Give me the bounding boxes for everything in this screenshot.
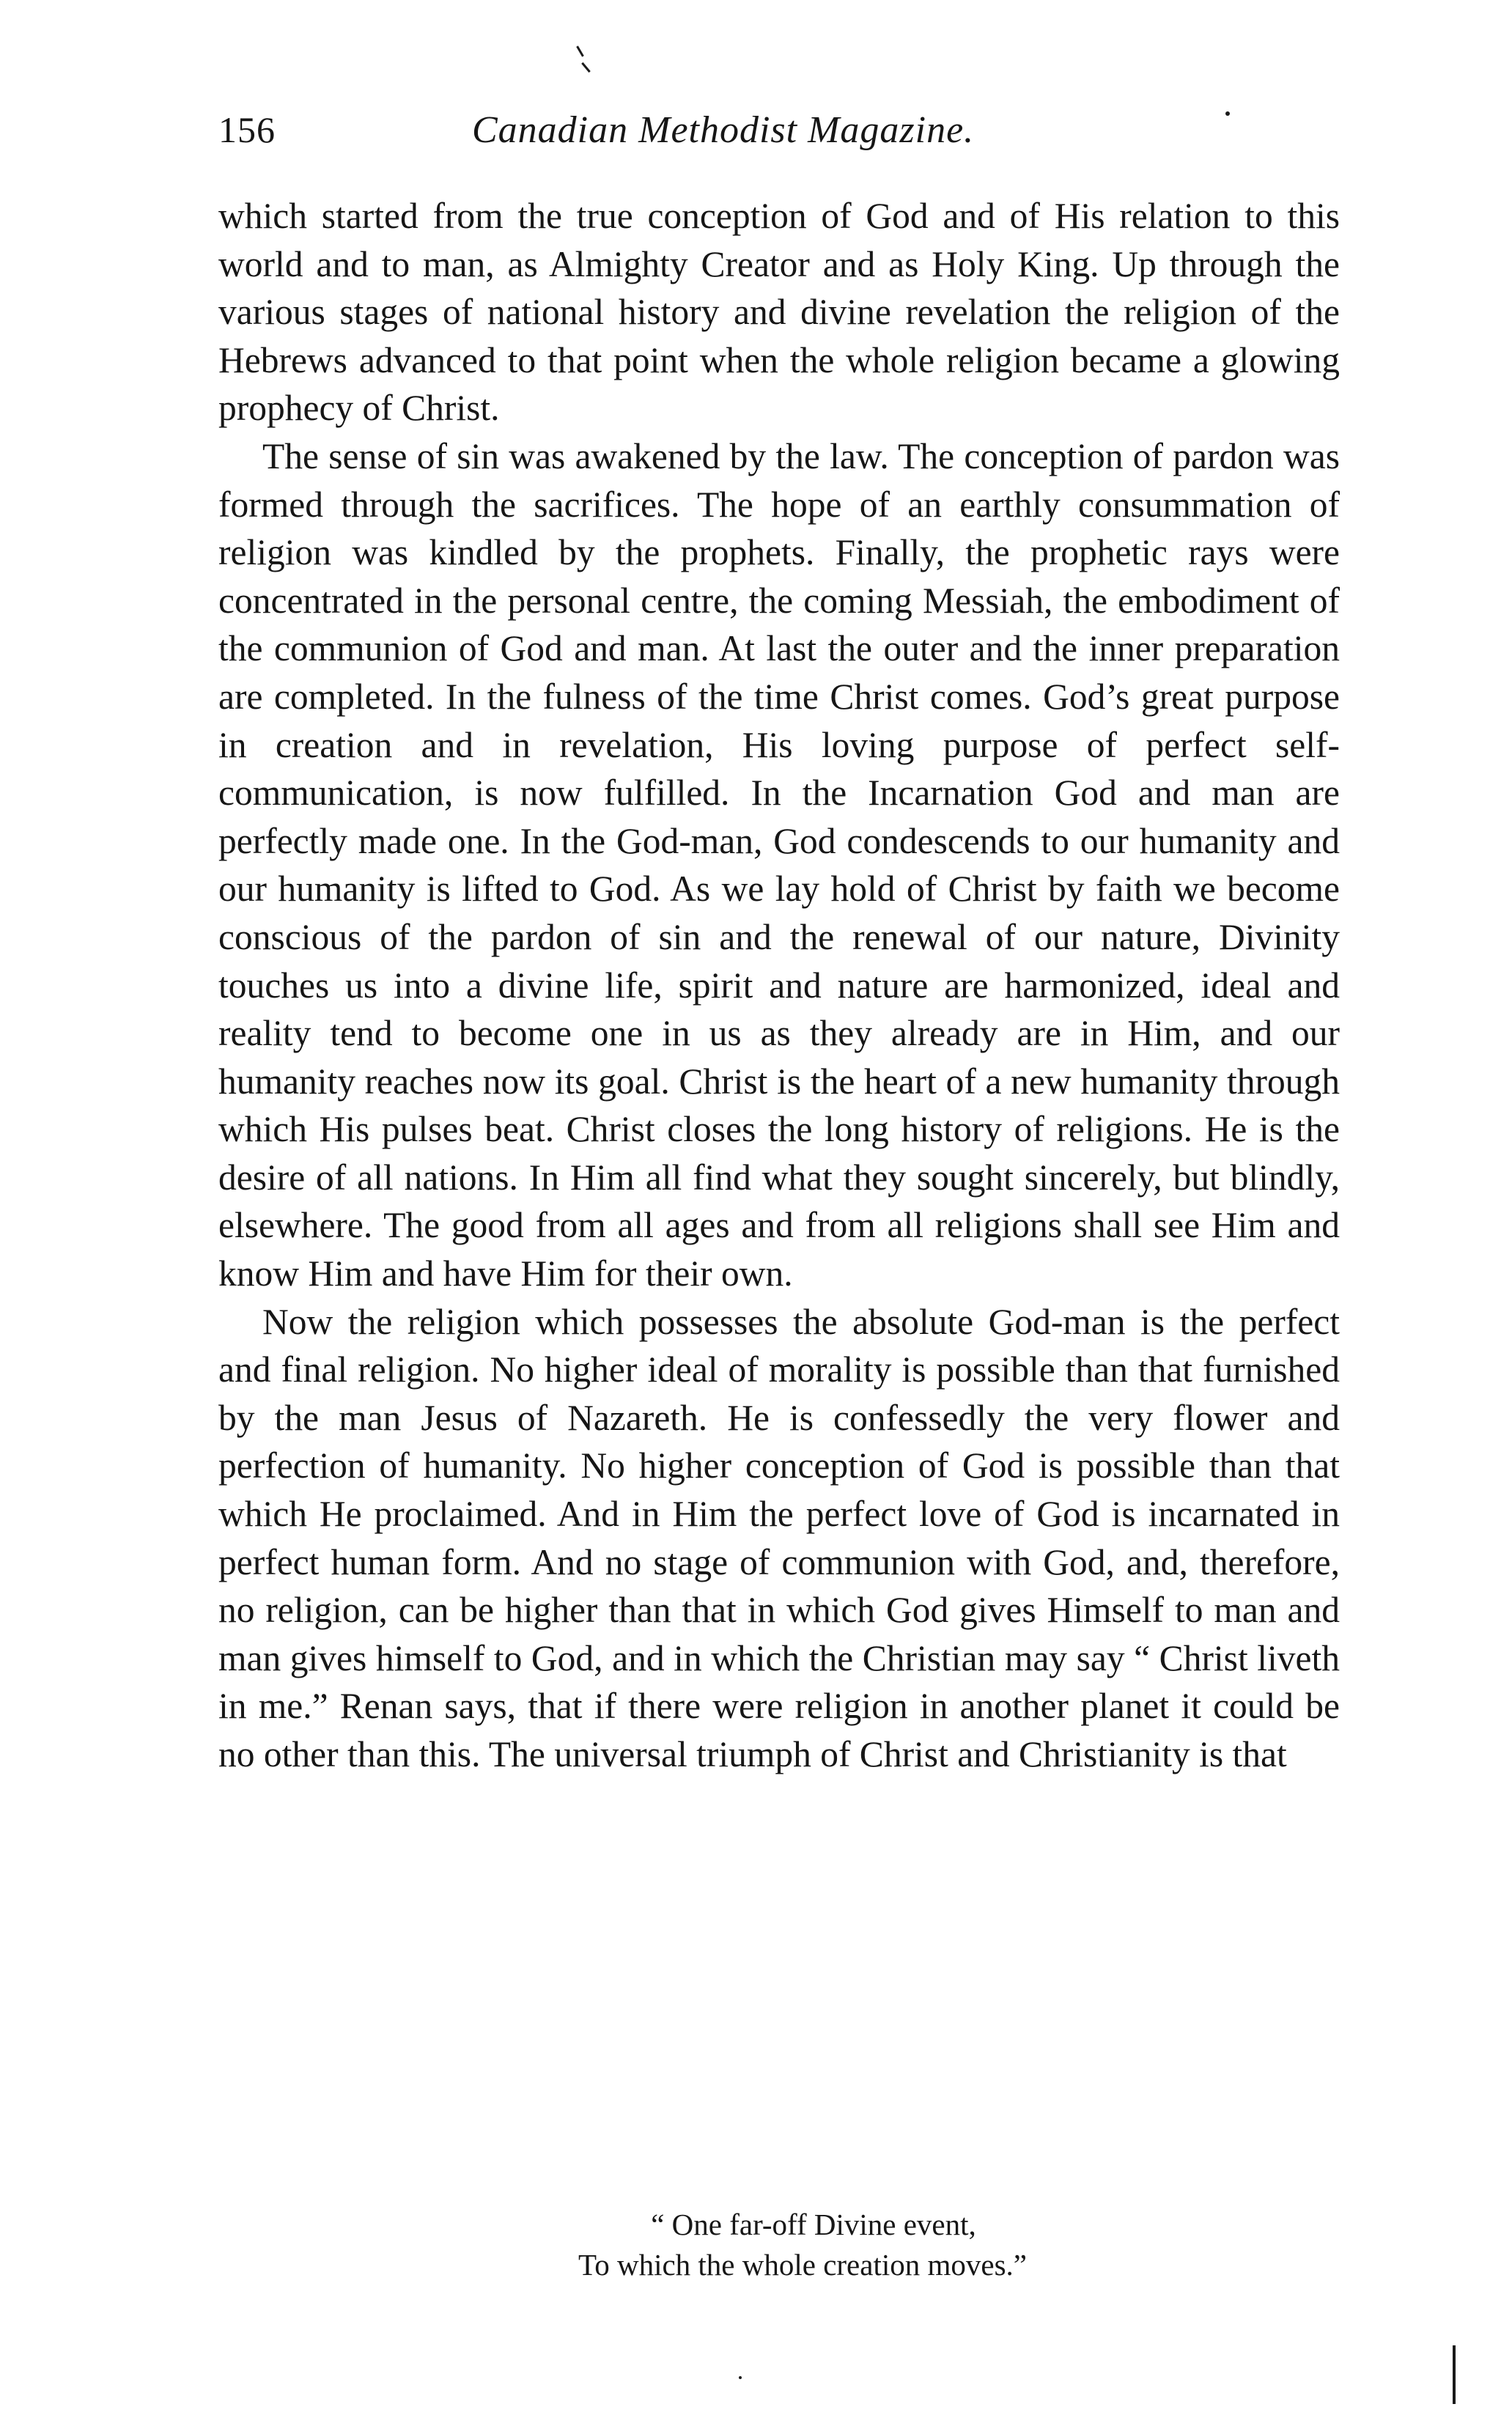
- running-title: Canadian Methodist Magazine.: [472, 109, 975, 151]
- page-header: [218, 108, 1318, 167]
- paragraph: Now the religion which possesses the absolute God-man is the perfect and final religion. No higher ideal of morality is possible than that furnished by the man Jesus of Nazareth. He is confessedly the very flower and perfection of humanity. No higher conception of God is possible than that which He proclaimed. And in Him the perfect love of God is incarnated in perfect human form. And no stage of communion with God, and, therefore, no religion, can be higher than that in which God gives Himself to man and man gives himself to God, and in which the Christian may say “ Christ liveth in me.” Renan says, that if there were religion in another planet it could be no other than this. The universal triumph of Christ and Christianity is that: [218, 1301, 1340, 1774]
- paragraph: which started from the true conception of God and of His relation to this world and to man, as Almighty Creator and as Holy King. Up through the various stages of national history and divine revelation the religion of the Hebrews advanced to that point when the whole religion became a glowing prophecy of Christ.: [218, 196, 1340, 429]
- body-text: [218, 192, 1340, 1779]
- print-speck: [581, 62, 591, 73]
- paragraph: The sense of sin was awakened by the law. The conception of pardon was formed through the sacrifices. The hope of an earthly consummation of religion was kindled by the prophets. Finally, the prophetic rays were concentrated in the personal centre, the coming Messiah, the embodiment of the communion of God and man. At last the outer and the inner preparation are completed. In the fulness of the time Christ comes. God’s great purpose in creation and in revelation, His loving purpose of perfect self-communication, is now fulfilled. In the Incarnation God and man are perfectly made one. In the God-man, God condescends to our humanity and our humanity is lifted to God. As we lay hold of Christ by faith we become conscious of the pardon of sin and the renewal of our nature, Divinity touches us into a divine life, spirit and nature are harmonized, ideal and reality tend to become one in us as they already are in Him, and our humanity reaches now its goal. Christ is the heart of a new humanity through which His pulses beat. Christ closes the long history of religions. He is the desire of all nations. In Him all find what they sought sincerely, but blindly, elsewhere. The good from all ages and from all religions shall see Him and know Him and have Him for their own.: [218, 435, 1340, 1294]
- print-speck: [739, 2376, 742, 2379]
- print-speck: [576, 45, 584, 56]
- quote-line: To which the whole creation moves.”: [578, 2248, 1027, 2282]
- page-number: 156: [218, 109, 276, 150]
- verse-quotation: [410, 2205, 1195, 2285]
- page-edge-mark: [1453, 2345, 1456, 2404]
- quote-line: “ One far-off Divine event,: [651, 2208, 976, 2241]
